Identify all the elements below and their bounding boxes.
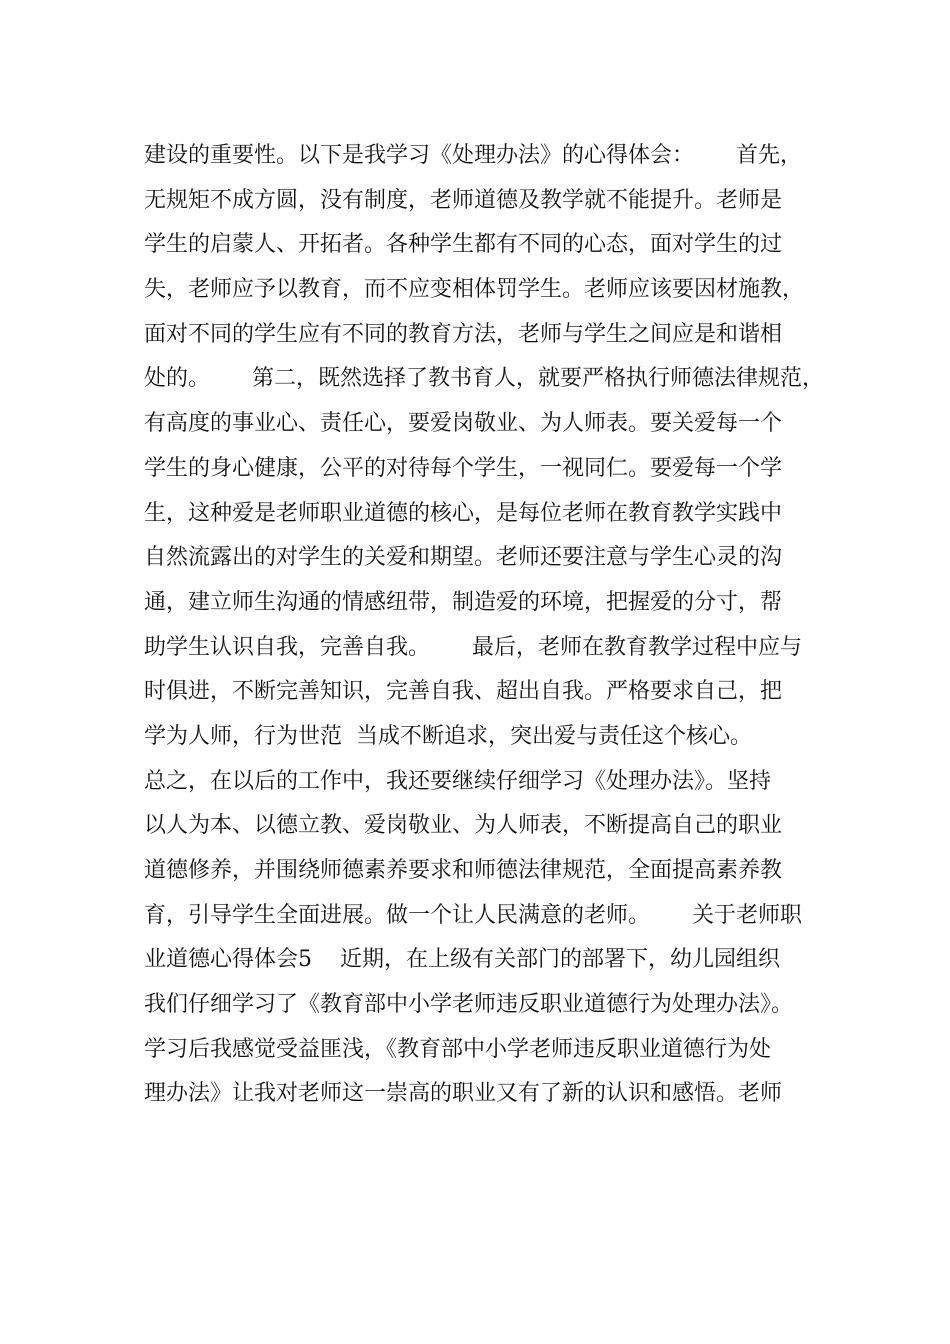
- text-line: 总之，在以后的工作中，我还要继续仔细学习《处理办法》。坚持: [144, 768, 772, 794]
- text-line: 时俱进，不断完善知识，完善自我、超出自我。严格要求自己，把: [144, 679, 783, 705]
- text-line: 面对不同的学生应有不同的教育方法，老师与学生之间应是和谐相: [144, 321, 783, 347]
- text-line: 业道德心得体会5 近期，在上级有关部门的部署下，幼儿园组织: [144, 947, 780, 973]
- text-line: 我们仔细学习了《教育部中小学老师违反职业道德行为处理办法》。: [144, 992, 794, 1018]
- text-line: 理办法》让我对老师这一崇高的职业又有了新的认识和感悟。老师: [144, 1081, 783, 1107]
- text-line: 学生的身心健康，公平的对待每个学生，一视同仁。要爱每一个学: [144, 455, 783, 481]
- text-line: 建设的重要性。以下是我学习《处理办法》的心得体会： 首先，: [144, 143, 802, 168]
- text-line: 学为人师，行为世范 当成不断追求，突出爱与责任这个核心。: [144, 723, 752, 749]
- text-line: 生，这种爱是老师职业道德的核心，是每位老师在教育教学实践中: [144, 500, 783, 526]
- body-text: [144, 134, 834, 1117]
- text-line: 学习后我感觉受益匪浅，《教育部中小学老师违反职业道德行为处: [144, 1036, 772, 1062]
- text-line: 通，建立师生沟通的情感纽带，制造爱的环境，把握爱的分寸，帮: [144, 589, 783, 615]
- text-line: 失，老师应予以教育，而不应变相体罚学生。老师应该要因材施教，: [144, 277, 805, 303]
- text-line: 学生的启蒙人、开拓者。各种学生都有不同的心态，面对学生的过: [144, 232, 783, 258]
- text-line: 道德修养，并围绕师德素养要求和师德法律规范，全面提高素养教: [144, 858, 783, 883]
- text-line: 以人为本、以德立教、爱岗敬业、为人师表，不断提高自己的职业: [144, 813, 783, 839]
- text-line: 助学生认识自我，完善自我。 最后，老师在教育教学过程中应与: [144, 634, 802, 660]
- text-line: 自然流露出的对学生的关爱和期望。老师还要注意与学生心灵的沟: [144, 545, 783, 571]
- text-line: 处的。 第二，既然选择了教书育人，就要严格执行师德法律规范，: [144, 366, 824, 392]
- text-line: 有高度的事业心、责任心，要爱岗敬业、为人师表。要关爱每一个: [144, 411, 783, 437]
- text-line: 无规矩不成方圆，没有制度，老师道德及教学就不能提升。老师是: [144, 187, 783, 213]
- text-line: 育，引导学生全面进展。做一个让人民满意的老师。 关于老师职: [144, 902, 802, 928]
